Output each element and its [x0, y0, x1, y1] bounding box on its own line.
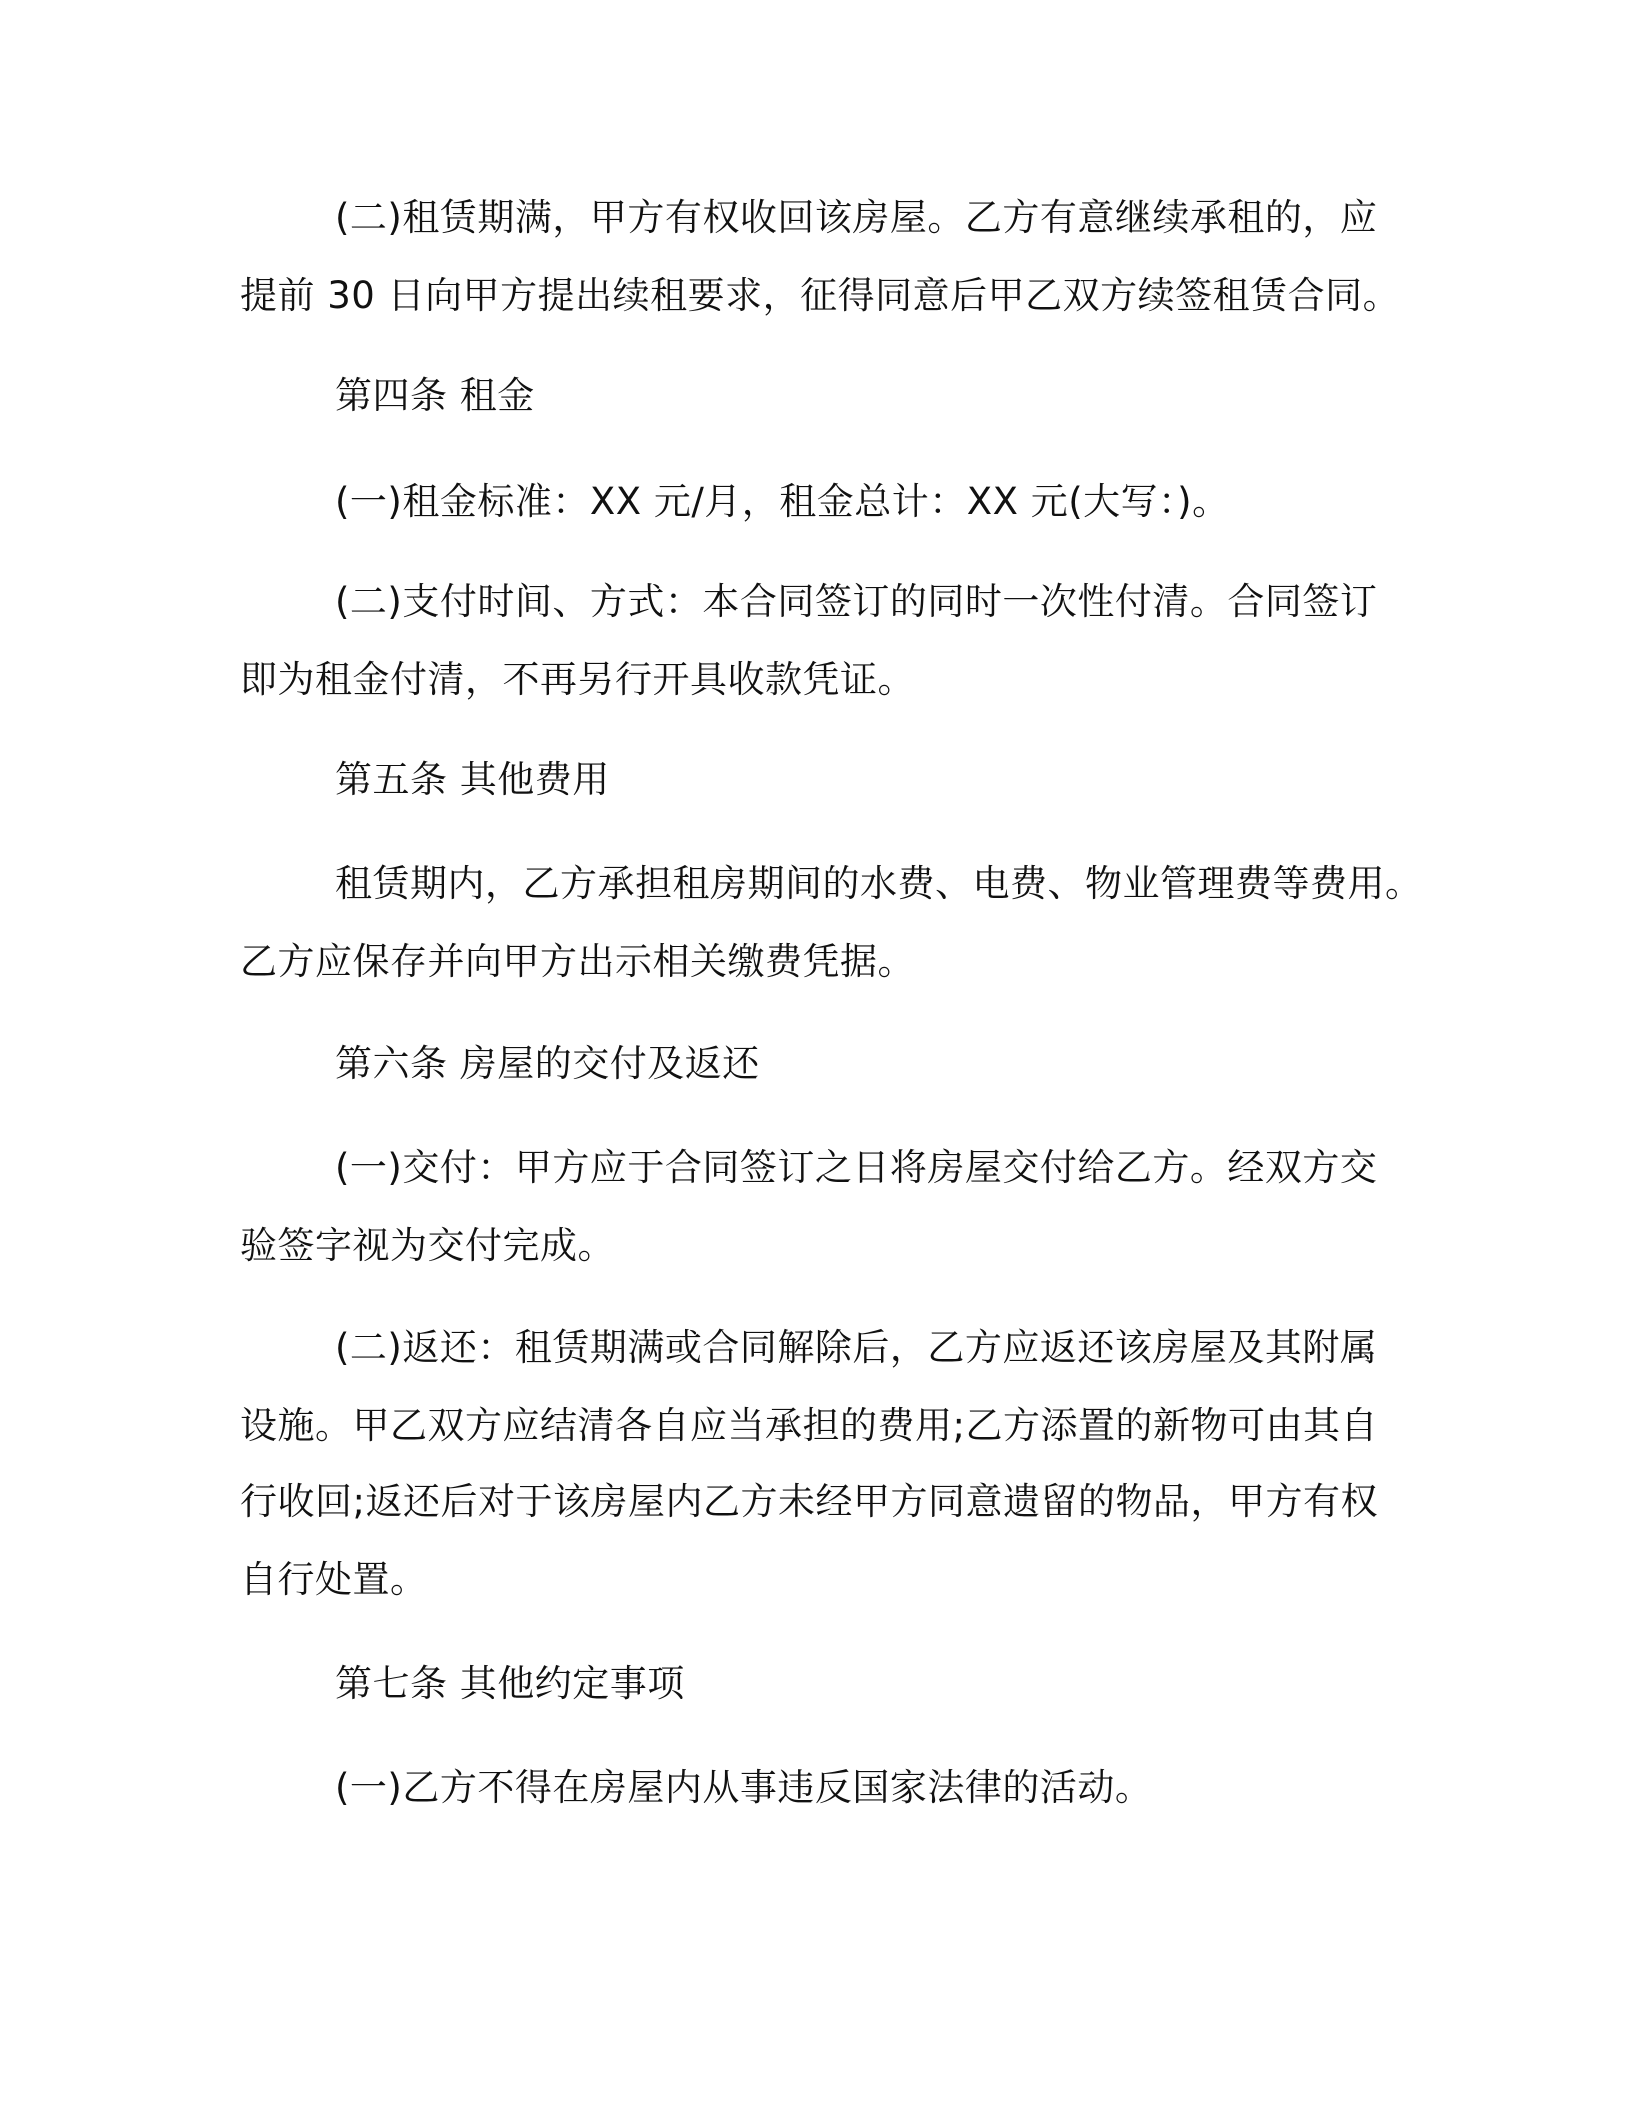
article6-heading: 第六条 房屋的交付及返还	[335, 1042, 760, 1085]
article7-item1: (一)乙方不得在房屋内从事违反国家法律的活动。	[335, 1766, 1153, 1809]
article6-item2-line2: 设施。甲乙双方应结清各自应当承担的费用;乙方添置的新物可由其自	[240, 1404, 1378, 1447]
article6-item1-line1: (一)交付：甲方应于合同签订之日将房屋交付给乙方。经双方交	[335, 1146, 1378, 1189]
article4-item1: (一)租金标准：XX 元/月，租金总计：XX 元(大写：)。	[335, 480, 1230, 523]
article4-heading: 第四条 租金	[335, 374, 535, 417]
article5-heading: 第五条 其他费用	[335, 758, 610, 801]
article6-item1-line2: 验签字视为交付完成。	[240, 1224, 615, 1267]
article4-item2-line2: 即为租金付清，不再另行开具收款凭证。	[240, 658, 915, 701]
article5-para-line2: 乙方应保存并向甲方出示相关缴费凭据。	[240, 940, 915, 983]
article7-heading: 第七条 其他约定事项	[335, 1662, 685, 1705]
article5-para-line1: 租赁期内，乙方承担租房期间的水费、电费、物业管理费等费用。	[335, 862, 1423, 905]
article4-item2-line1: (二)支付时间、方式：本合同签订的同时一次性付清。合同签订	[335, 580, 1378, 623]
article6-item2-line3: 行收回;返还后对于该房屋内乙方未经甲方同意遗留的物品，甲方有权	[240, 1480, 1378, 1523]
section3-item2-line1: (二)租赁期满，甲方有权收回该房屋。乙方有意继续承租的，应	[335, 196, 1378, 239]
article6-item2-line1: (二)返还：租赁期满或合同解除后，乙方应返还该房屋及其附属	[335, 1326, 1378, 1369]
article6-item2-line4: 自行处置。	[240, 1558, 428, 1601]
section3-item2-line2: 提前 30 日向甲方提出续租要求，征得同意后甲乙双方续签租赁合同。	[240, 274, 1401, 317]
